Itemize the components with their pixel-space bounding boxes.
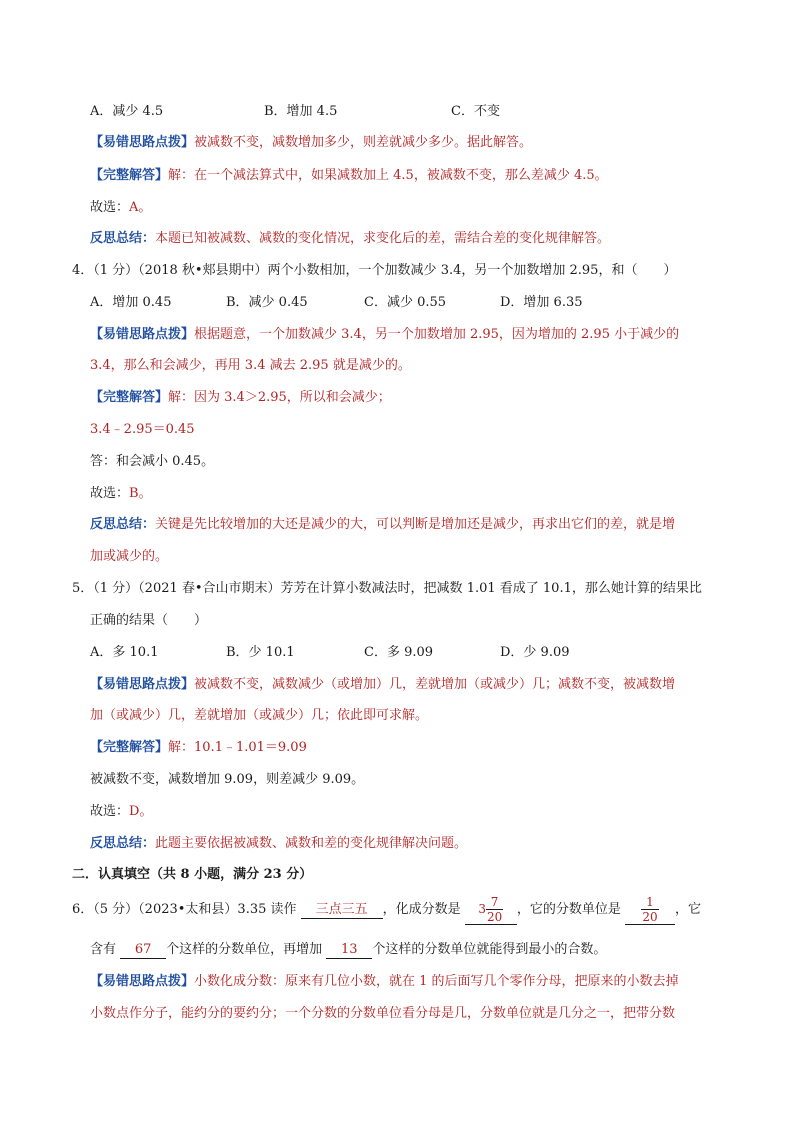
q6-stem-part2: ，化成分数是 (382, 902, 461, 917)
q3-summary-label: 反思总结： (90, 231, 156, 246)
q5-hint-line2: 加（或减少）几，差就增加（或减少）几；依此即可求解。 (90, 708, 429, 723)
q4-option-c: C．减少 0.55 (364, 295, 447, 310)
q4-summary-text1: 关键是先比较增加的大还是减少的大，可以判断是增加还是减少，再求出它们的差，就是增 (155, 517, 676, 532)
q5-stem-line2: 正确的结果（ ） (90, 613, 208, 628)
q6-blank4-answer: 67 (134, 942, 152, 957)
q5-choice-prefix: 故选： (90, 804, 130, 819)
q6-hint-line1 (90, 973, 679, 991)
q6-stem-part1: 6．（5 分）（2023•太和县）3.35 读作 (72, 902, 297, 917)
q4-answer-label: 【完整解答】 (90, 390, 169, 405)
q4-reply: 答：和会减小 0.45。 (90, 454, 215, 469)
q3-summary-text: 本题已知被减数、减数的变化情况，求变化后的差，需结合差的变化规律解答。 (155, 231, 611, 246)
q5-option-d: D．少 9.09 (500, 645, 570, 660)
q5-option-c: C．多 9.09 (364, 645, 434, 660)
q4-option-b: B．减少 0.45 (226, 295, 308, 310)
q4-stem: 4．（1 分）（2018 秋•郏县期中）两个小数相加，一个加数减少 3.4，另一个加数增加 2.95，和（ ） (72, 263, 677, 278)
q3-option-a: A．减少 4.5 (90, 104, 164, 119)
q5-summary-text: 此题主要依据被减数、减数和差的变化规律解决问题。 (155, 836, 468, 851)
section-2-title: 二．认真填空（共 8 小题，满分 23 分） (72, 867, 313, 882)
q4-summary-line2: 加或减少的。 (90, 549, 169, 564)
q5-answer (90, 739, 307, 757)
q6-blank3-denominator: 20 (642, 910, 658, 924)
q6-line2-part3: 个这样的分数单位就能得到最小的合数。 (372, 942, 607, 957)
q6-stem-line2 (90, 941, 606, 959)
q4-summary-line1 (90, 516, 675, 534)
q3-option-b: B．增加 4.5 (264, 104, 338, 119)
q3-choice-prefix: 故选： (90, 200, 130, 215)
q6-blank1-answer: 三点三五 (315, 902, 368, 917)
q3-choice-value: A。 (129, 200, 152, 215)
q4-summary-label: 反思总结： (90, 517, 156, 532)
q6-blank5-answer: 13 (341, 942, 358, 957)
q6-stem-line1 (72, 893, 701, 927)
q6-blank1 (301, 902, 383, 919)
q4-choice (90, 485, 152, 503)
q5-stem-line1: 5．（1 分）（2021 春•合山市期末）芳芳在计算小数减法时，把减数 1.01 看成了 10.1，那么她计算的结果比 (72, 581, 702, 596)
q3-hint-label: 【易错思路点拨】 (90, 135, 195, 150)
q4-option-a: A．增加 0.45 (90, 295, 172, 310)
q6-stem-part4: ，它 (674, 902, 701, 917)
q5-hint-line1 (90, 676, 675, 694)
q3-choice (90, 199, 151, 217)
q4-hint-label: 【易错思路点拨】 (90, 327, 195, 342)
q4-answer (90, 389, 391, 407)
q4-hint-line2: 3.4，那么和会减少，再用 3.4 减去 2.95 就是减少的。 (90, 358, 411, 373)
q5-option-b: B．少 10.1 (226, 645, 295, 660)
q6-blank3-fraction (641, 895, 658, 924)
q5-answer-line2: 被减数不变，减数增加 9.09，则差减少 9.09。 (90, 772, 365, 787)
q6-hint-label: 【易错思路点拨】 (90, 974, 195, 989)
q5-hint-label: 【易错思路点拨】 (90, 677, 195, 692)
q6-blank4 (120, 942, 166, 959)
q6-blank2-fraction (486, 895, 503, 924)
q5-answer-label: 【完整解答】 (90, 740, 169, 755)
q6-blank2-whole: 3 (478, 902, 486, 916)
q5-answer-text: 解：10.1﹣1.01＝9.09 (168, 740, 307, 755)
q5-choice (90, 803, 152, 821)
q5-hint-text1: 被减数不变，减数减少（或增加）几，差就增加（或减少）几；减数不变，被减数增 (194, 677, 676, 692)
q4-calc: 3.4﹣2.95＝0.45 (90, 422, 195, 437)
q5-option-a: A．多 10.1 (90, 645, 159, 660)
q6-hint-text1: 小数化成分数：原来有几位小数，就在 1 的后面写几个零作分母，把原来的小数去掉 (194, 974, 679, 989)
q5-summary-label: 反思总结： (90, 836, 156, 851)
q5-choice-value: D。 (129, 804, 153, 819)
q3-hint (90, 134, 532, 152)
q4-choice-prefix: 故选： (90, 486, 130, 501)
q6-blank3-numerator: 1 (641, 895, 658, 910)
q4-option-d: D．增加 6.35 (500, 295, 583, 310)
q3-answer-text: 解：在一个减法算式中，如果减数加上 4.5，被减数不变，那么差减少 4.5。 (168, 168, 608, 183)
q6-blank3 (625, 895, 675, 925)
q6-hint-line2: 小数点作分子，能约分的要约分；一个分数的分数单位看分母是几，分数单位就是几分之一，把带分数 (90, 1006, 676, 1021)
q6-blank2-denominator: 20 (486, 910, 503, 924)
q4-choice-value: B。 (129, 486, 152, 501)
q6-stem-part3: ，它的分数单位是 (516, 902, 621, 917)
q4-answer-text: 解：因为 3.4＞2.95，所以和会减少； (168, 390, 391, 405)
q3-summary (90, 230, 610, 248)
q6-blank5 (326, 942, 372, 959)
q3-answer (90, 167, 608, 185)
q3-answer-label: 【完整解答】 (90, 168, 169, 183)
q6-line2-part2: 个这样的分数单位，再增加 (166, 942, 323, 957)
q3-option-c: C．不变 (451, 104, 500, 119)
q4-hint-line1 (90, 326, 679, 344)
q6-blank2-numerator: 7 (486, 895, 503, 910)
q6-blank2 (465, 895, 517, 925)
q3-hint-text: 被减数不变，减数增加多少，则差就减少多少。据此解答。 (194, 135, 533, 150)
q6-line2-part1: 含有 (90, 942, 117, 957)
q4-hint-text1: 根据题意，一个加数减少 3.4，另一个加数增加 2.95，因为增加的 2.95 小于减少的 (194, 327, 680, 342)
q5-summary (90, 835, 467, 853)
